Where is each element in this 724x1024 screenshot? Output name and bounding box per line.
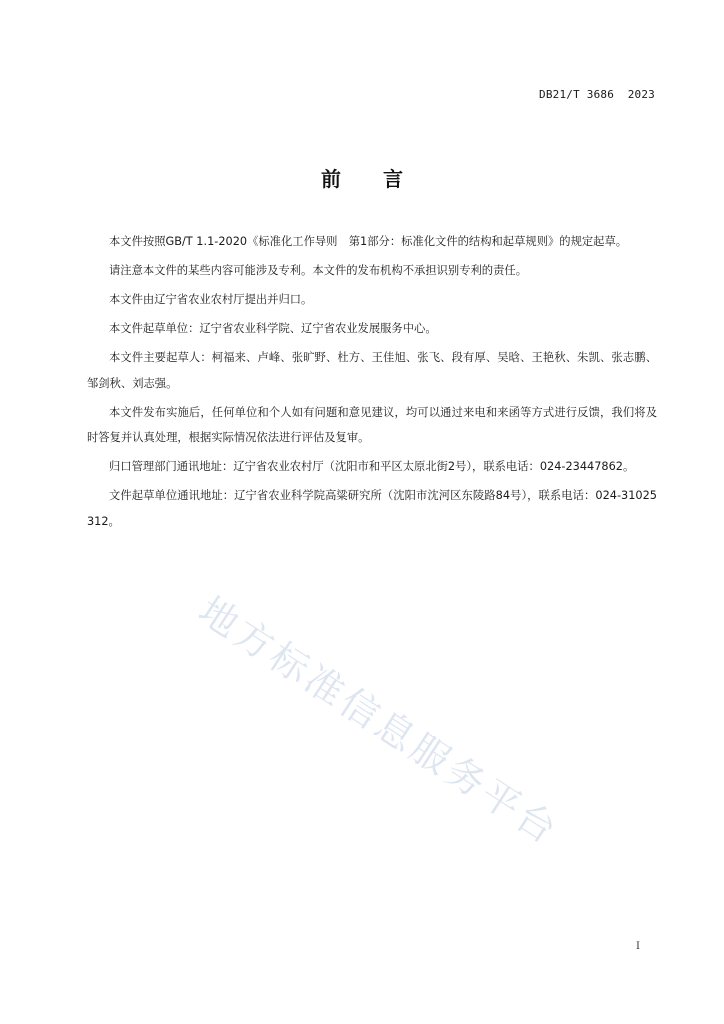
paragraph-patent-notice: 请注意本文件的某些内容可能涉及专利。本文件的发布机构不承担识别专利的责任。 — [109, 264, 527, 277]
page-title: 前言 — [321, 167, 445, 191]
paragraph-proposer: 本文件由辽宁省农业农村厅提出并归口。 — [109, 293, 313, 306]
paragraph-drafting-basis: 本文件按照GB/T 1.1-2020《标准化工作导则 第1部分：标准化文件的结构和起草规则》的规定起草。 — [109, 235, 628, 248]
page-number: I — [636, 941, 640, 952]
paragraph-drafting-unit-address: 文件起草单位通讯地址：辽宁省农业科学院高粱研究所（沈阳市沈河区东陵路84号），联系电话：024-31025312。 — [87, 489, 657, 528]
paragraph-drafting-units: 本文件起草单位：辽宁省农业科学院、辽宁省农业发展服务中心。 — [109, 322, 437, 335]
paragraph-main-drafters: 本文件主要起草人：柯福来、卢峰、张旷野、杜方、王佳旭、张飞、段有厚、吴晗、王艳秋、朱凯、张志鹏、邹剑秋、刘志强。 — [87, 351, 657, 390]
paragraph-feedback: 本文件发布实施后，任何单位和个人如有问题和意见建议，均可以通过来电和来函等方式进行反馈，我们将及时答复并认真处理，根据实际情况依法进行评估及复审。 — [87, 405, 657, 444]
document-code: DB21/T 3686 2023 — [539, 88, 655, 101]
watermark: 地方标准信息服务平台 — [190, 588, 568, 854]
document-body — [87, 229, 657, 538]
paragraph-management-address: 归口管理部门通讯地址：辽宁省农业农村厅（沈阳市和平区太原北街2号），联系电话：024-23447862。 — [109, 460, 635, 473]
